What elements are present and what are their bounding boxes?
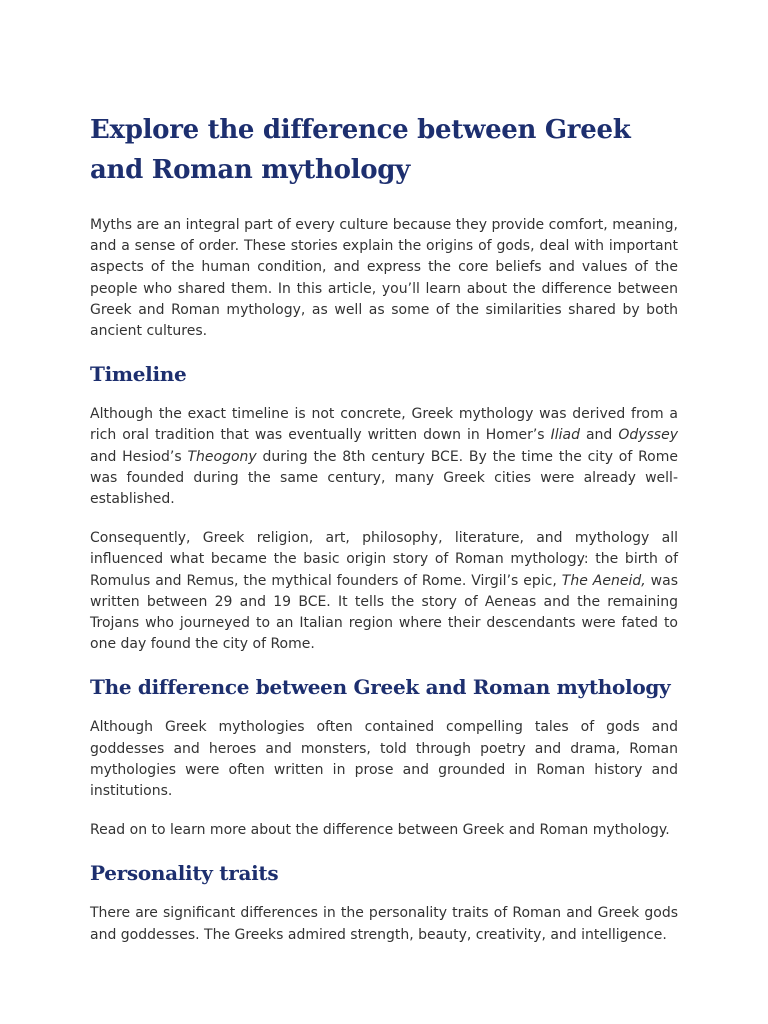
article — [90, 110, 678, 946]
timeline-p2-text-b: was written between 29 and 19 BCE. It tells the story of Aeneas and the remaining Trojans who journeyed to an Italian region where their descendants were fated to one day found the city of Rome. — [90, 572, 678, 653]
timeline-paragraph-1 — [90, 404, 678, 510]
timeline-p1-text-c: and Hesiod’s — [90, 448, 188, 465]
difference-heading: The difference between Greek and Roman mythology — [90, 675, 671, 700]
difference-paragraph-1: Although Greek mythologies often contained compelling tales of gods and goddesses and heroes and monsters, told through poetry and drama, Roman mythologies were often written in prose and grounded in Roman history and institutions. — [90, 719, 678, 800]
personality-heading: Personality traits — [90, 861, 279, 886]
timeline-heading: Timeline — [90, 362, 187, 387]
difference-paragraph-2: Read on to learn more about the difference between Greek and Roman mythology. — [90, 822, 670, 839]
timeline-paragraph-2 — [90, 528, 678, 655]
timeline-p1-text-a: Although the exact timeline is not concrete, Greek mythology was derived from a rich oral tradition that was eventually written down in Homer’s — [90, 406, 678, 444]
iliad-title: Iliad — [550, 427, 580, 444]
personality-paragraph-1: There are significant differences in the personality traits of Roman and Greek gods and goddesses. The Greeks admired strength, beauty, creativity, and intelligence. — [90, 905, 678, 943]
intro-paragraph: Myths are an integral part of every culture because they provide comfort, meaning, and a sense of order. These stories explain the origins of gods, deal with important aspects of the human condition, and express the core beliefs and values of the people who shared them. In this article, you’ll learn about the difference between Greek and Roman mythology, as well as some of the similarities shared by both ancient cultures. — [90, 217, 678, 340]
aeneid-title: The Aeneid, — [561, 572, 646, 589]
timeline-p1-text-b: and — [579, 427, 619, 444]
timeline-p1-text-d: during the 8th century BCE. By the time the city of Rome was founded during the same century, many Greek cities were already well-established. — [90, 448, 678, 508]
odyssey-title: Odyssey — [618, 427, 678, 444]
timeline-p2-text-a: Consequently, Greek religion, art, philosophy, literature, and mythology all influenced what became the basic origin story of Roman mythology: the birth of Romulus and Remus, the mythical founders of Rome. Virgil’s epic, — [90, 530, 678, 589]
article-title: Explore the difference between Greek and Roman mythology — [90, 115, 631, 185]
theogony-title: Theogony — [187, 448, 257, 465]
